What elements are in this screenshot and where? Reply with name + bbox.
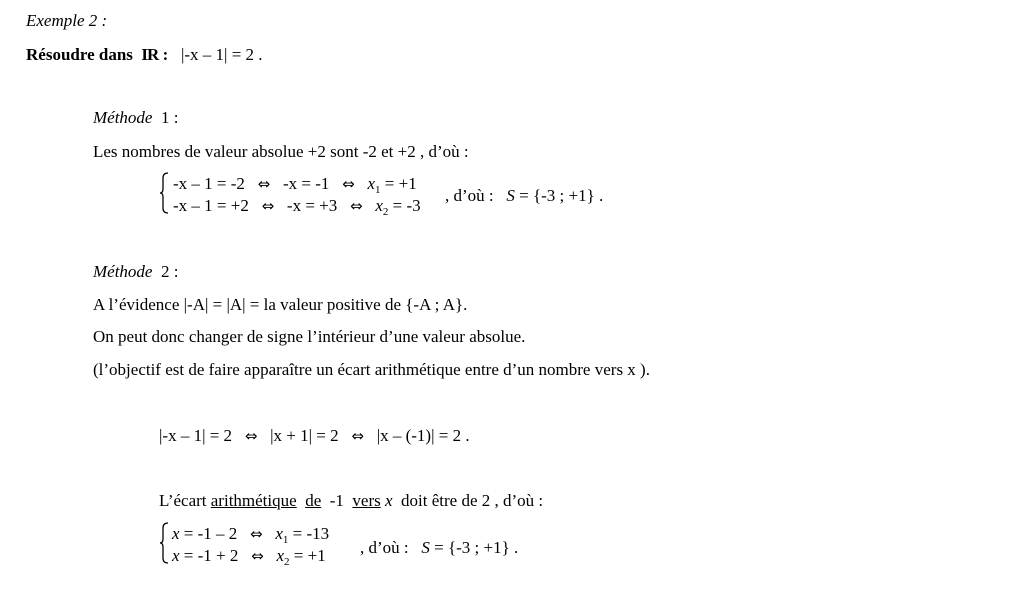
- method2-line-1: A l’évidence |-A| = |A| = la valeur positive de {-A ; A}.: [93, 295, 468, 314]
- real-set-symbol: IR: [141, 45, 159, 64]
- problem-equation: |-x – 1| = 2 .: [180, 45, 263, 64]
- equiv-icon: ⇔: [250, 525, 263, 543]
- m1-conclusion-prefix: , d’où :: [445, 186, 494, 205]
- method2-line-2: On peut donc changer de signe l’intérieur d’une valeur absolue.: [93, 327, 526, 346]
- m2-r1-eq-rest: = -1 – 2: [179, 524, 238, 543]
- chain-part-2: |x + 1| = 2: [270, 426, 339, 445]
- method2-line-3: (l’objectif est de faire apparaître un écart arithmétique entre d’un nombre vers x ).: [93, 360, 650, 379]
- m1-r2-step: -x = +3: [286, 196, 338, 215]
- method1-intro: Les nombres de valeur absolue +2 sont -2 et +2 , d’où :: [93, 142, 469, 161]
- m2-conclusion-prefix: , d’où :: [360, 538, 409, 557]
- equiv-icon: ⇔: [251, 547, 264, 565]
- method1-system-row-2: [173, 196, 421, 216]
- method2-title-word: Méthode: [93, 262, 153, 281]
- m2-r1-sub: 1: [282, 534, 289, 546]
- method2-system-row-1: x = -1 – 2 ⇔ $x_1 = -13$: [172, 524, 330, 546]
- method2-conclusion: [360, 538, 518, 558]
- m1-r2-var: x: [375, 196, 383, 215]
- method1-system-row-1: [173, 174, 417, 194]
- m2-r2-val: = +1: [289, 546, 326, 565]
- ecart-word-arithmetique: arithmétique: [210, 491, 297, 510]
- method1-conclusion: [445, 186, 603, 206]
- problem-colon: :: [162, 45, 169, 64]
- equiv-icon: ⇔: [342, 175, 355, 193]
- m2-solution-symbol: S: [421, 538, 430, 557]
- m1-r1-step: -x = -1: [283, 174, 330, 193]
- m1-r2-val: = -3: [388, 196, 421, 215]
- ecart-word-1: L’écart: [159, 491, 207, 510]
- ecart-word-vers: vers: [352, 491, 381, 510]
- m2-r1-var: x: [275, 524, 283, 543]
- m1-r1-var: x: [367, 174, 376, 193]
- method1-title-word: Méthode: [93, 108, 153, 127]
- equiv-icon: ⇔: [257, 175, 271, 193]
- example-title: Exemple 2 :: [26, 11, 108, 30]
- m2-r2-eq-rest: = -1 + 2: [179, 546, 239, 565]
- ecart-var: x: [384, 491, 393, 510]
- chain-part-3: |x – (-1)| = 2 .: [376, 426, 470, 445]
- m1-solution-set: = {-3 ; +1} .: [514, 186, 604, 205]
- m1-r2-sub: 2: [382, 206, 389, 218]
- left-brace-icon: [159, 172, 170, 214]
- m1-r1-eq: -x – 1 = -2: [173, 174, 245, 193]
- equiv-icon: ⇔: [350, 197, 363, 215]
- method2-ecart-line: [159, 491, 543, 511]
- problem-prefix: Résoudre dans: [26, 45, 133, 64]
- m2-solution-set: = {-3 ; +1} .: [429, 538, 519, 557]
- method2-title: [93, 262, 178, 282]
- chain-part-1: |-x – 1| = 2: [159, 426, 233, 445]
- equiv-icon: ⇔: [261, 197, 275, 215]
- ecart-word-de: de: [305, 491, 322, 510]
- method2-equivalence-chain: [159, 426, 470, 446]
- equiv-icon: ⇔: [244, 427, 258, 445]
- m2-r1-val: = -13: [288, 524, 330, 543]
- left-brace-icon: [159, 522, 170, 564]
- m1-r2-eq: -x – 1 = +2: [173, 196, 249, 215]
- ecart-rest: doit être de 2 , d’où :: [401, 491, 544, 510]
- m1-solution-symbol: S: [506, 186, 515, 205]
- method1-number: 1 :: [160, 108, 179, 127]
- m1-r1-val: = +1: [380, 174, 417, 193]
- method1-title: [93, 108, 178, 128]
- method2-number: 2 :: [160, 262, 179, 281]
- equiv-icon: ⇔: [351, 427, 364, 445]
- method2-system-row-2: x = -1 + 2 ⇔ $x_2 = +1$: [172, 546, 326, 568]
- m1-r1-sub: 1: [375, 184, 381, 196]
- problem-statement: [26, 45, 263, 65]
- m2-r2-sub: 2: [284, 556, 290, 568]
- ecart-value: -1: [329, 491, 344, 510]
- m2-r2-var: x: [276, 546, 285, 565]
